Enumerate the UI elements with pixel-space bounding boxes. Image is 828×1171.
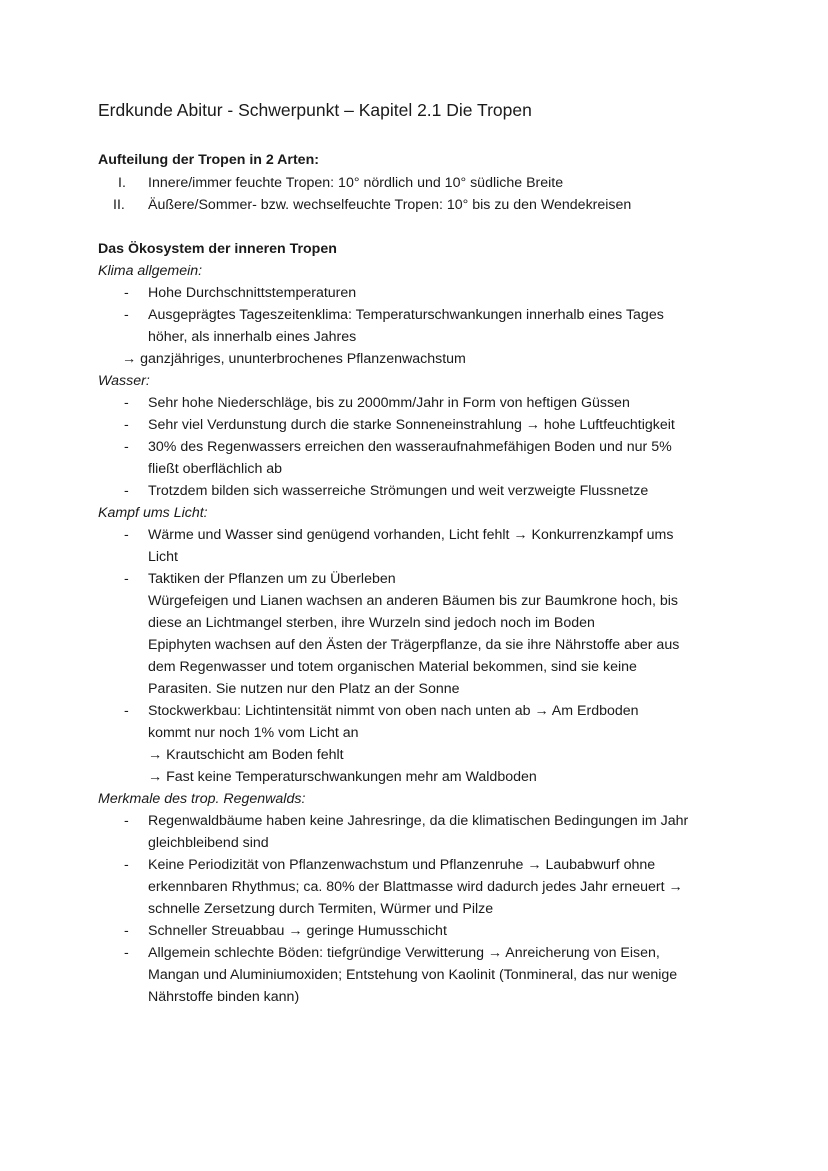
result-line: → ganzjähriges, ununterbrochenes Pflanzenwachstum: [122, 351, 466, 367]
subheading-licht: Kampf ums Licht:: [98, 505, 208, 521]
subheading-wasser: Wasser:: [98, 373, 150, 389]
page-title: Erdkunde Abitur - Schwerpunkt – Kapitel 2.1 Die Tropen: [98, 100, 532, 120]
list-item: Taktiken der Pflanzen um zu Überleben: [148, 571, 396, 587]
list-item-continuation: Parasiten. Sie nutzen nur den Platz an der Sonne: [148, 681, 460, 697]
list-item-inner-tropen: Innere/immer feuchte Tropen: 10° nördlich und 10° südliche Breite: [148, 175, 564, 191]
list-item: Wärme und Wasser sind genügend vorhanden, Licht fehlt → Konkurrenzkampf ums: [148, 527, 674, 543]
list-item-continuation: → Krautschicht am Boden fehlt: [148, 747, 344, 763]
subheading-merkmale: Merkmale des trop. Regenwalds:: [98, 791, 306, 807]
list-item-continuation: Licht: [148, 549, 178, 565]
list-item: Schneller Streuabbau → geringe Humusschicht: [148, 923, 447, 939]
list-item: Regenwaldbäume haben keine Jahresringe, da die klimatischen Bedingungen im Jahr: [148, 813, 689, 829]
bullet-dash: -: [124, 395, 129, 411]
list-item-continuation: gleichbleibend sind: [148, 835, 269, 851]
list-item-continuation: kommt nur noch 1% vom Licht an: [148, 725, 359, 741]
bullet-dash: -: [124, 439, 129, 455]
bullet-dash: -: [124, 857, 129, 873]
list-item-continuation: diese an Lichtmangel sterben, ihre Wurzeln sind jedoch noch im Boden: [148, 615, 595, 631]
list-item: Stockwerkbau: Lichtintensität nimmt von oben nach unten ab → Am Erdboden: [148, 703, 639, 719]
bullet-dash: -: [124, 307, 129, 323]
section-heading-arten: Aufteilung der Tropen in 2 Arten:: [98, 152, 319, 168]
list-item-continuation: → Fast keine Temperaturschwankungen mehr am Waldboden: [148, 769, 537, 785]
list-item-continuation: Würgefeigen und Lianen wachsen an anderen Bäumen bis zur Baumkrone hoch, bis: [148, 593, 679, 609]
list-item: Sehr viel Verdunstung durch die starke Sonneneinstrahlung → hohe Luftfeuchtigkeit: [148, 417, 675, 433]
list-item-continuation: Epiphyten wachsen auf den Ästen der Trägerpflanze, da sie ihre Nährstoffe aber aus: [148, 637, 680, 653]
list-item: Hohe Durchschnittstemperaturen: [148, 285, 357, 301]
bullet-dash: -: [124, 945, 129, 961]
section-heading-oekosystem: Das Ökosystem der inneren Tropen: [98, 241, 337, 257]
roman-numeral-1: I.: [118, 175, 126, 191]
bullet-dash: -: [124, 703, 129, 719]
list-item-continuation: fließt oberflächlich ab: [148, 461, 283, 477]
list-item: Ausgeprägtes Tageszeitenklima: Temperaturschwankungen innerhalb eines Tages: [148, 307, 664, 323]
bullet-dash: -: [124, 813, 129, 829]
list-item-continuation: erkennbaren Rhythmus; ca. 80% der Blattmasse wird dadurch jedes Jahr erneuert →: [148, 879, 683, 895]
list-item: Allgemein schlechte Böden: tiefgründige Verwitterung → Anreicherung von Eisen,: [148, 945, 660, 961]
bullet-dash: -: [124, 417, 129, 433]
list-item-aeussere-tropen: Äußere/Sommer- bzw. wechselfeuchte Tropen: 10° bis zu den Wendekreisen: [148, 197, 632, 213]
roman-numeral-2: II.: [113, 197, 125, 213]
list-item-continuation: dem Regenwasser und totem organischen Material bekommen, sind sie keine: [148, 659, 637, 675]
bullet-dash: -: [124, 527, 129, 543]
list-item: Keine Periodizität von Pflanzenwachstum und Pflanzenruhe → Laubabwurf ohne: [148, 857, 656, 873]
list-item: 30% des Regenwassers erreichen den wasseraufnahmefähigen Boden und nur 5%: [148, 439, 672, 455]
bullet-dash: -: [124, 285, 129, 301]
list-item-continuation: höher, als innerhalb eines Jahres: [148, 329, 357, 345]
list-item-continuation: Nährstoffe binden kann): [148, 989, 300, 1005]
list-item: Trotzdem bilden sich wasserreiche Strömungen und weit verzweigte Flussnetze: [148, 483, 649, 499]
bullet-dash: -: [124, 571, 129, 587]
bullet-dash: -: [124, 923, 129, 939]
subheading-klima: Klima allgemein:: [98, 263, 203, 279]
list-item-continuation: Mangan und Aluminiumoxiden; Entstehung von Kaolinit (Tonmineral, das nur wenige: [148, 967, 678, 983]
bullet-dash: -: [124, 483, 129, 499]
list-item: Sehr hohe Niederschläge, bis zu 2000mm/Jahr in Form von heftigen Güssen: [148, 395, 630, 411]
list-item-continuation: schnelle Zersetzung durch Termiten, Würmer und Pilze: [148, 901, 494, 917]
